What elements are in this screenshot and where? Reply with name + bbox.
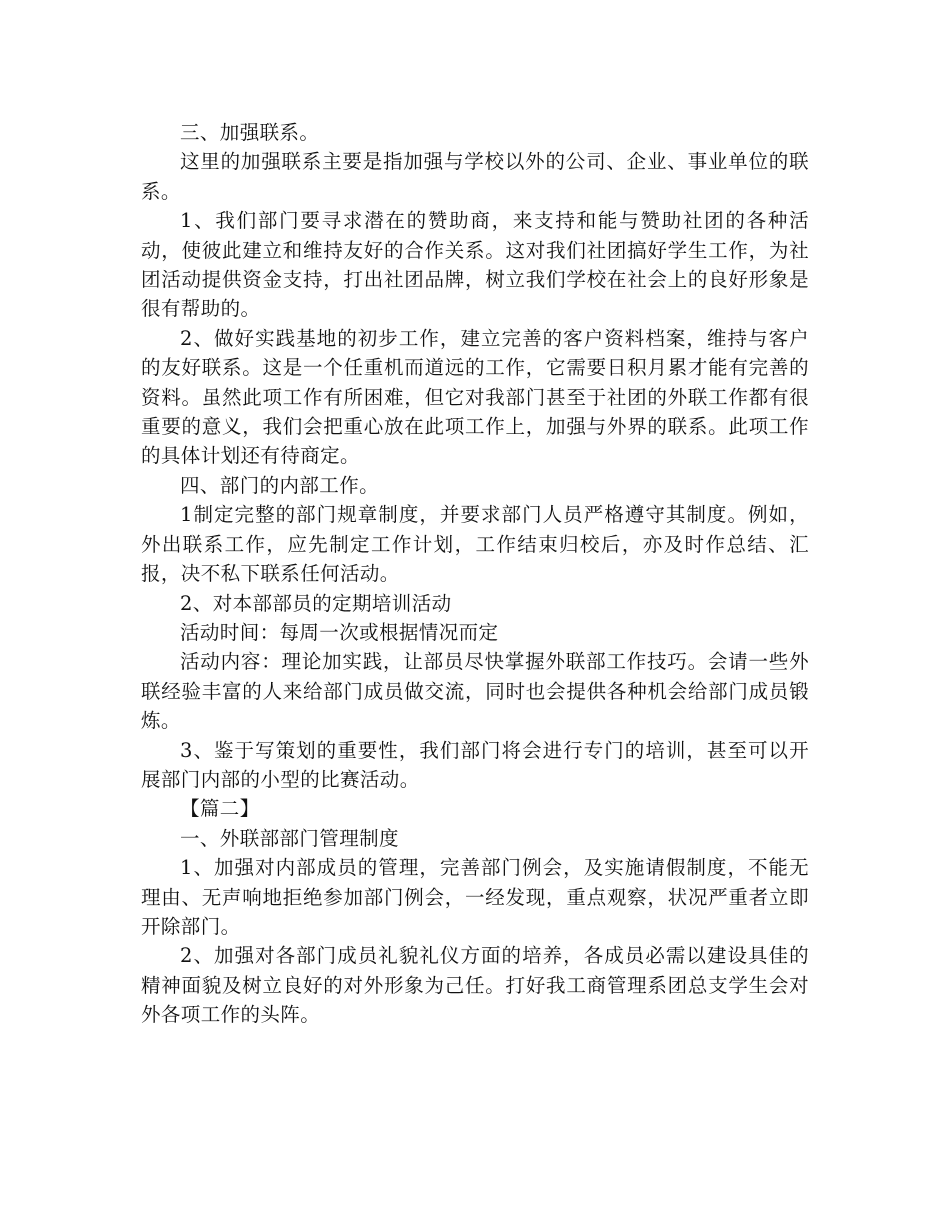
paragraph: 1、加强对内部成员的管理，完善部门例会，及实施请假制度，不能无理由、无声响地拒绝参加部门例会，一经发现，重点观察，状况严重者立即开除部门。 bbox=[141, 856, 809, 938]
paragraph: 2、做好实践基地的初步工作，建立完善的客户资料档案，维持与客户的友好联系。这是一个任重机而道远的工作，它需要日积月累才能有完善的资料。虽然此项工作有所困难，但它对我部门甚至于社团的外联工作都有很重要的意义，我们会把重心放在此项工作上，加强与外界的联系。此项工作的具体计划还有待商定。 bbox=[141, 326, 809, 468]
paragraph: 2、对本部部员的定期培训活动 bbox=[180, 591, 452, 615]
paragraph: 1制定完整的部门规章制度，并要求部门人员严格遵守其制度。例如，外出联系工作，应先制定工作计划，工作结束归校后，亦及时作总结、汇报，决不私下联系任何活动。 bbox=[141, 503, 809, 586]
paragraph: 活动时间：每周一次或根据情况而定 bbox=[180, 620, 499, 644]
paragraph: 1、我们部门要寻求潜在的赞助商，来支持和能与赞助社团的各种活动，使彼此建立和维持友好的合作关系。这对我们社团搞好学生工作，为社团活动提供资金支持，打出社团品牌，树立我们学校在社会上的良好形象是很有帮助的。 bbox=[141, 209, 809, 321]
section-heading-3: 三、加强联系。 bbox=[180, 121, 320, 144]
section-heading-4: 四、部门的内部工作。 bbox=[180, 473, 380, 497]
document-body bbox=[141, 118, 809, 1030]
paragraph: 2、加强对各部门成员礼貌礼仪方面的培养，各成员必需以建设具佳的精神面貌及树立良好的对外形象为己任。打好我工商管理系团总支学生会对外各项工作的头阵。 bbox=[141, 944, 809, 1027]
section-heading-1: 一、外联部部门管理制度 bbox=[180, 826, 399, 850]
paragraph: 活动内容：理论加实践，让部员尽快掌握外联部工作技巧。会请一些外联经验丰富的人来给部门成员做交流，同时也会提供各种机会给部门成员锻炼。 bbox=[141, 650, 809, 733]
paragraph: 3、鉴于写策划的重要性，我们部门将会进行专门的培训，甚至可以开展部门内部的小型的比赛活动。 bbox=[141, 738, 809, 791]
part-heading: 【篇二】 bbox=[180, 797, 260, 821]
paragraph: 这里的加强联系主要是指加强与学校以外的公司、企业、事业单位的联系。 bbox=[141, 150, 809, 203]
